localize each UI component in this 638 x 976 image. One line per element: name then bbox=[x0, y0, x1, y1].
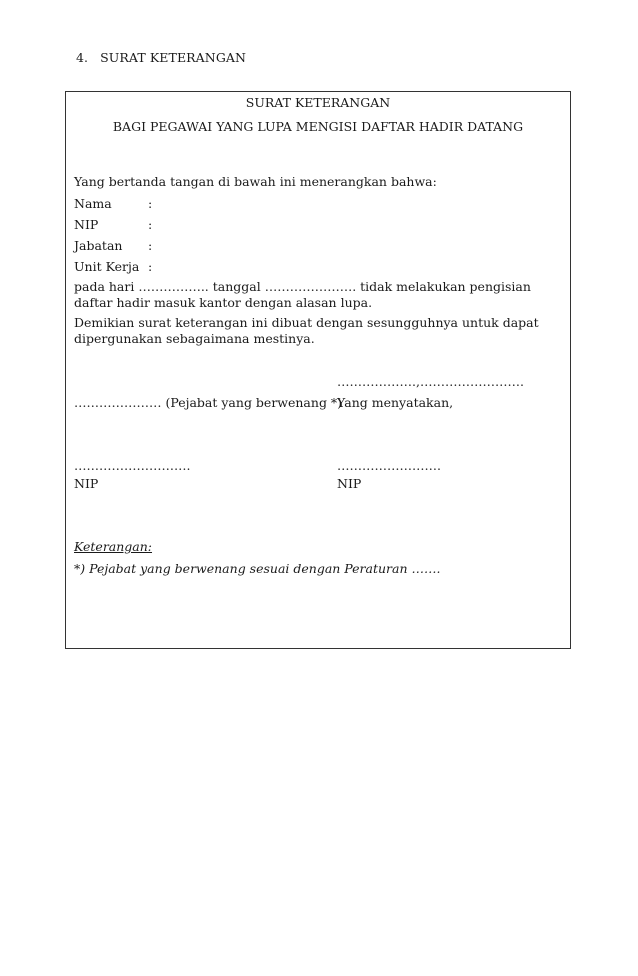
field-colon: : bbox=[148, 238, 153, 253]
field-row-nip bbox=[74, 217, 152, 233]
field-colon: : bbox=[148, 217, 153, 232]
note-text: *) Pejabat yang berwenang sesuai dengan Peraturan ……. bbox=[74, 561, 441, 576]
field-label: Jabatan bbox=[74, 238, 123, 253]
letter-subtitle: BAGI PEGAWAI YANG LUPA MENGISI DAFTAR HADIR DATANG bbox=[112, 119, 524, 134]
left-nip-label: NIP bbox=[74, 476, 99, 491]
left-signature-line: ………………………. bbox=[74, 458, 191, 473]
field-colon: : bbox=[148, 196, 153, 211]
intro-text: Yang bertanda tangan di bawah ini menerangkan bahwa: bbox=[74, 174, 437, 189]
section-heading bbox=[76, 50, 246, 65]
place-date-line: ……………….,……………………. bbox=[337, 374, 524, 389]
statement-text: pada hari …………….. tanggal …………………. tidak melakukan pengisian daftar hadir masuk kantor dengan alasan lupa. bbox=[74, 279, 531, 310]
section-title: SURAT KETERANGAN bbox=[100, 50, 247, 65]
section-number: 4. bbox=[76, 50, 89, 65]
letter-box bbox=[65, 91, 571, 649]
field-row-unit-kerja bbox=[74, 259, 152, 275]
field-colon: : bbox=[148, 259, 153, 274]
field-label: Nama bbox=[74, 196, 112, 211]
field-label: Unit Kerja bbox=[74, 259, 140, 274]
letter-title: SURAT KETERANGAN bbox=[245, 95, 391, 110]
field-label: NIP bbox=[74, 217, 99, 232]
closing-text: Demikian surat keterangan ini dibuat dengan sesungguhnya untuk dapat dipergunakan sebagaimana mestinya. bbox=[74, 315, 539, 346]
left-signer-label: ………………… (Pejabat yang berwenang *) bbox=[74, 395, 343, 410]
right-signer-label: Yang menyatakan, bbox=[337, 395, 454, 410]
field-row-nama bbox=[74, 196, 152, 212]
field-row-jabatan bbox=[74, 238, 152, 254]
right-signature-line: ……………………. bbox=[337, 458, 441, 473]
right-nip-label: NIP bbox=[337, 476, 362, 491]
note-label: Keterangan: bbox=[74, 539, 153, 554]
